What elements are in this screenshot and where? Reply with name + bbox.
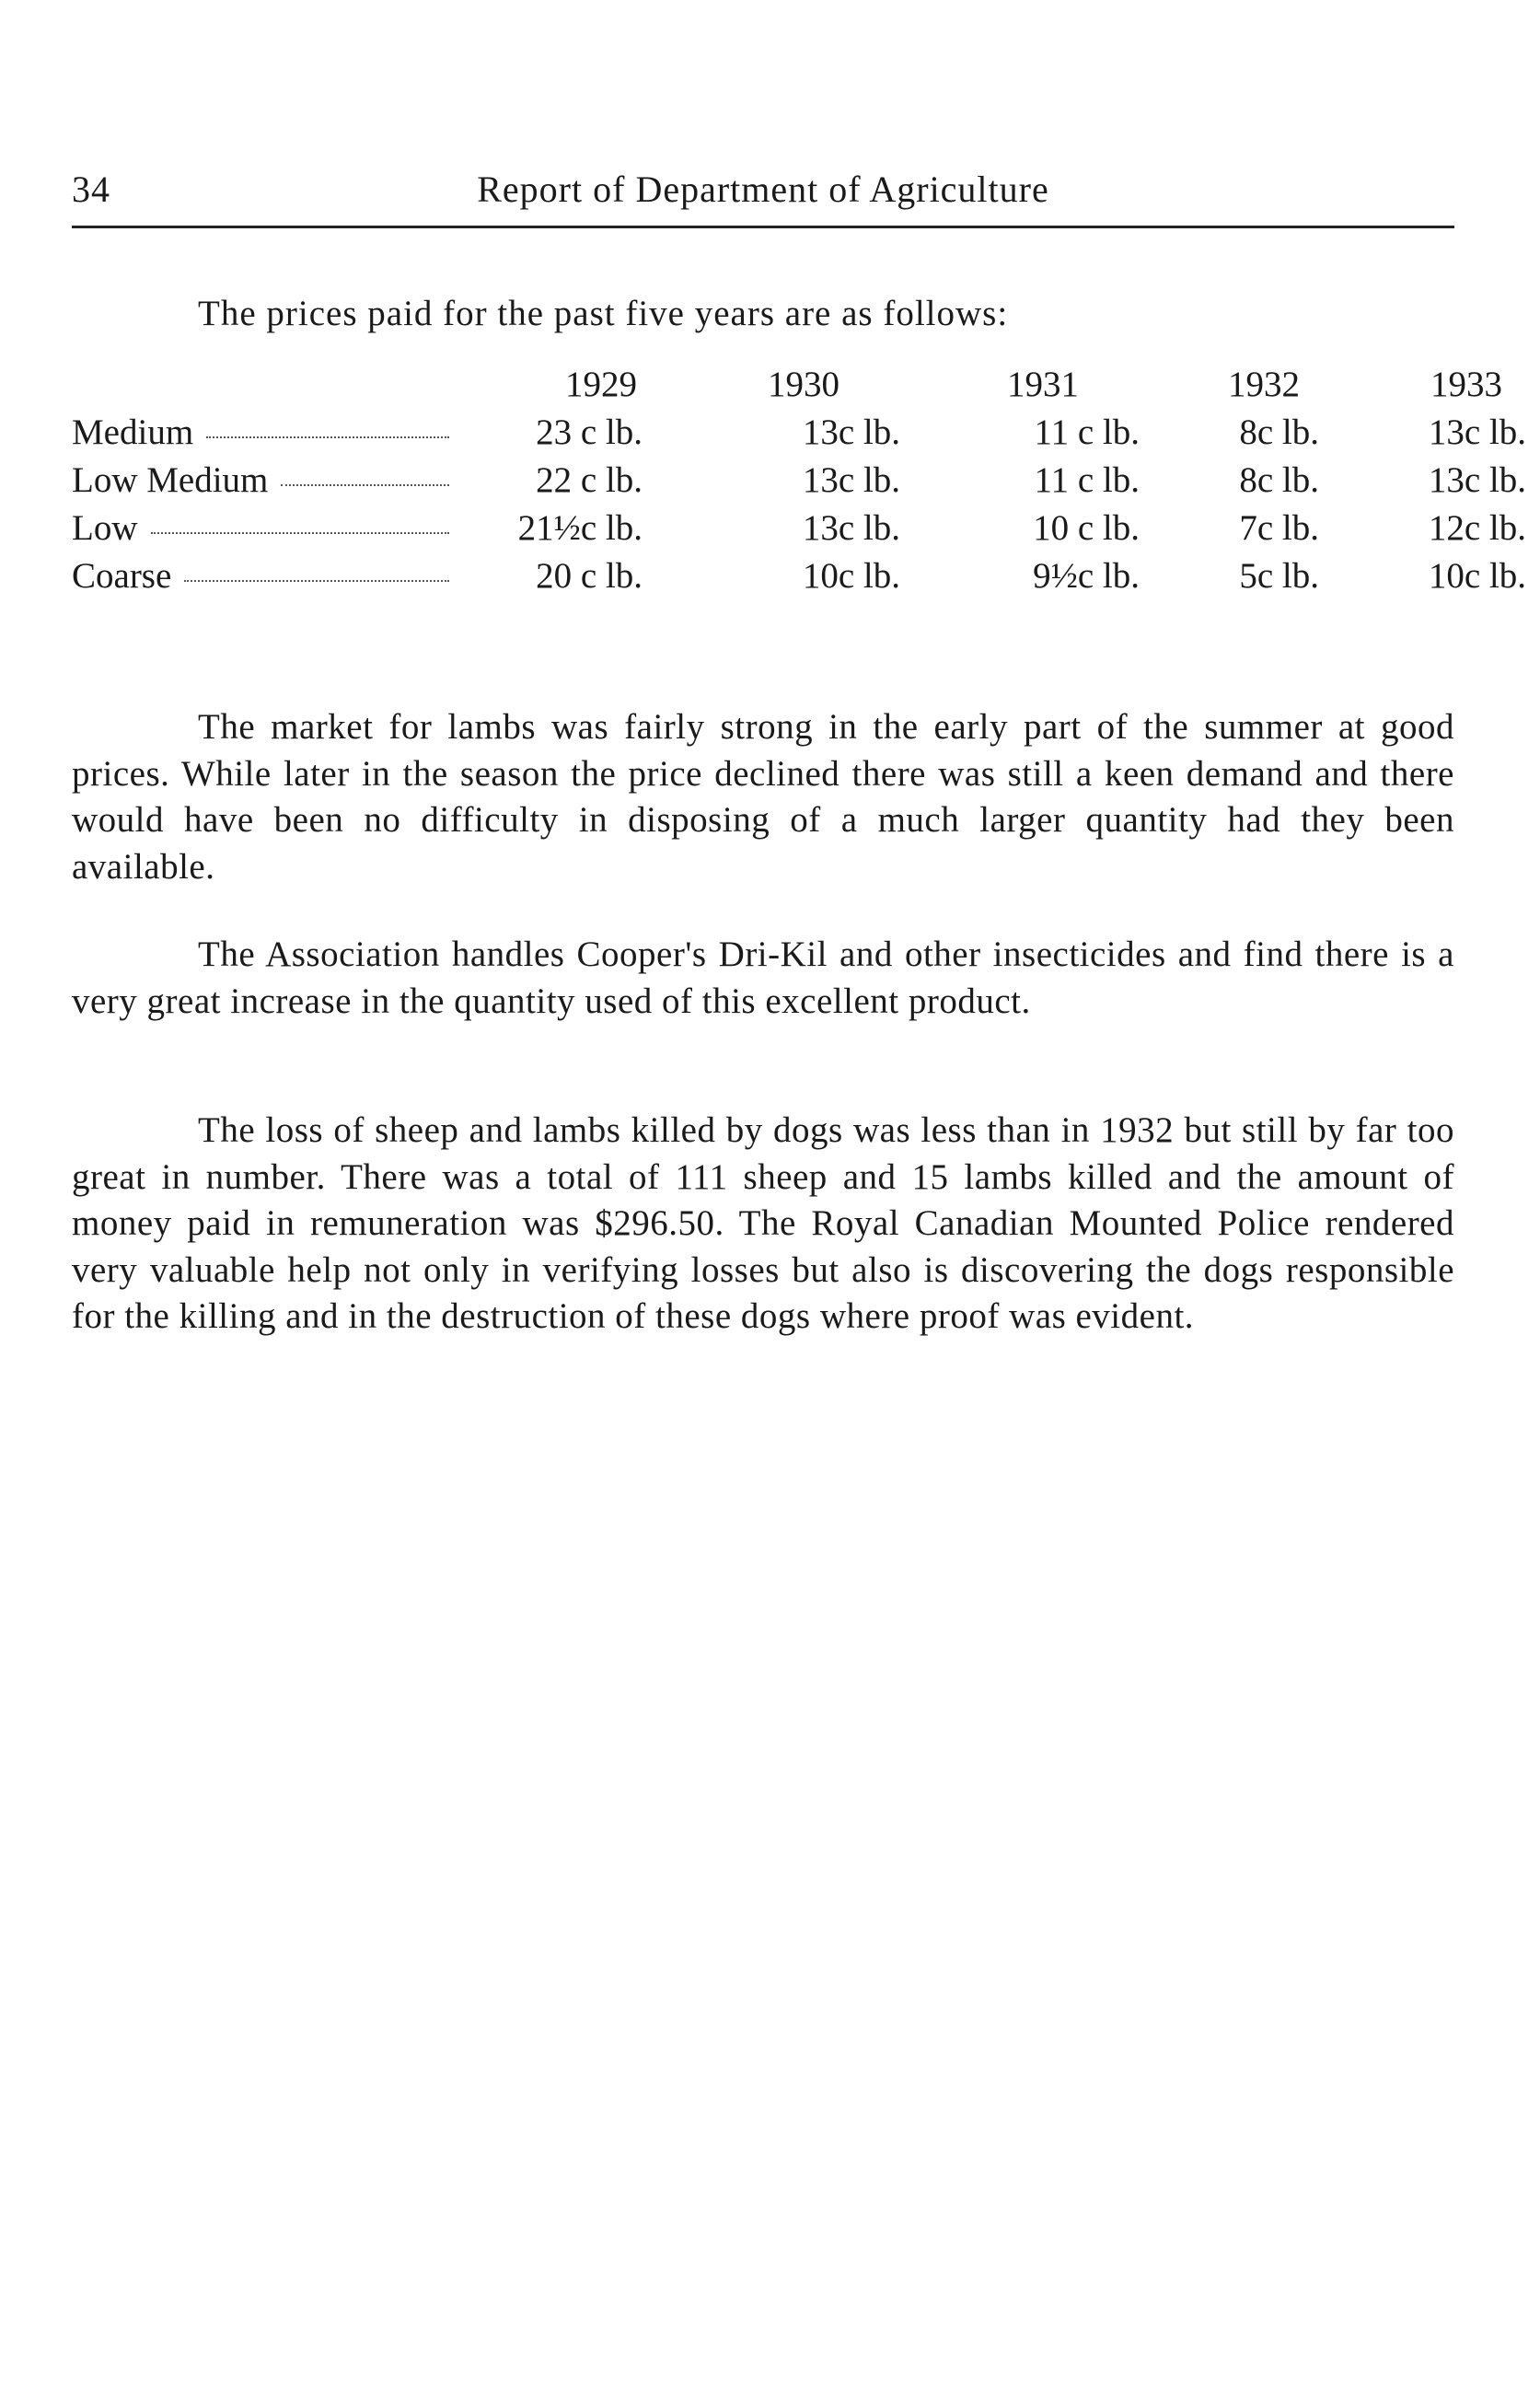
page-header xyxy=(72,168,1454,223)
price-table xyxy=(72,364,1526,603)
price-cell: 10c lb. xyxy=(1428,556,1526,596)
price-cell: 21½c lb. xyxy=(517,508,643,548)
grade-label: Low xyxy=(72,508,138,548)
year-header: 1931 xyxy=(1007,365,1079,404)
header-rule xyxy=(72,226,1454,228)
grade-cell xyxy=(72,507,458,549)
grade-cell xyxy=(72,459,458,501)
year-header: 1929 xyxy=(565,365,637,404)
dot-leader xyxy=(206,435,449,438)
paragraph-insecticides: The Association handles Cooper's Dri-Kil and other insecticides and find there is a very great increase in the quantity used of this excellent product. xyxy=(72,934,1454,1021)
page-number: 34 xyxy=(72,168,110,210)
paragraph-lamb-market: The market for lambs was fairly strong in the early part of the summer at good prices. While later in the season the price declined there was still a keen demand and there would have been no difficulty in disposing of a much larger quantity had they been available. xyxy=(72,707,1454,887)
dot-leader xyxy=(184,579,449,582)
price-cell: 9½c lb. xyxy=(1033,556,1140,596)
grade-cell xyxy=(72,555,458,597)
price-cell: 11 c lb. xyxy=(1034,460,1140,500)
year-header: 1930 xyxy=(768,365,839,404)
price-cell: 8c lb. xyxy=(1239,412,1319,452)
paragraph-dog-losses: The loss of sheep and lambs killed by dogs was less than in 1932 but still by far too great in number. There was a total of 111 sheep and 15 lambs killed and the amount of money paid in remuneration was $296.50. The Royal Canadian Mounted Police rendered very valuable help not only in verifying losses but also is discovering the dogs responsible for the killing and in the destruction of these dogs where proof was evident. xyxy=(72,1110,1454,1336)
dot-leader xyxy=(151,531,450,534)
intro-sentence: The prices paid for the past five years are as follows: xyxy=(198,294,1009,333)
year-header-row xyxy=(72,364,1502,412)
price-cell: 13c lb. xyxy=(802,508,900,548)
table-row xyxy=(72,459,1526,507)
price-cell: 10c lb. xyxy=(802,556,900,596)
grade-label: Coarse xyxy=(72,556,172,596)
price-cell: 7c lb. xyxy=(1239,508,1319,548)
grade-label: Low Medium xyxy=(72,460,269,500)
price-cell: 22 c lb. xyxy=(536,460,643,500)
price-cell: 12c lb. xyxy=(1428,508,1526,548)
price-cell: 20 c lb. xyxy=(536,556,643,596)
price-cell: 11 c lb. xyxy=(1034,412,1140,452)
grade-cell xyxy=(72,412,458,453)
price-cell: 13c lb. xyxy=(802,460,900,500)
running-title: Report of Department of Agriculture xyxy=(477,168,1049,210)
price-cell: 5c lb. xyxy=(1239,556,1319,596)
year-header: 1932 xyxy=(1228,365,1300,404)
dot-leader xyxy=(281,483,449,486)
price-cell: 13c lb. xyxy=(1428,460,1526,500)
price-cell: 23 c lb. xyxy=(536,412,643,452)
price-cell: 8c lb. xyxy=(1239,460,1319,500)
table-row xyxy=(72,507,1526,555)
year-header: 1933 xyxy=(1430,365,1502,404)
table-row xyxy=(72,555,1526,603)
table-row xyxy=(72,412,1526,459)
grade-label: Medium xyxy=(72,412,194,452)
price-cell: 13c lb. xyxy=(1428,412,1526,452)
price-cell: 13c lb. xyxy=(802,412,900,452)
price-cell: 10 c lb. xyxy=(1033,508,1140,548)
